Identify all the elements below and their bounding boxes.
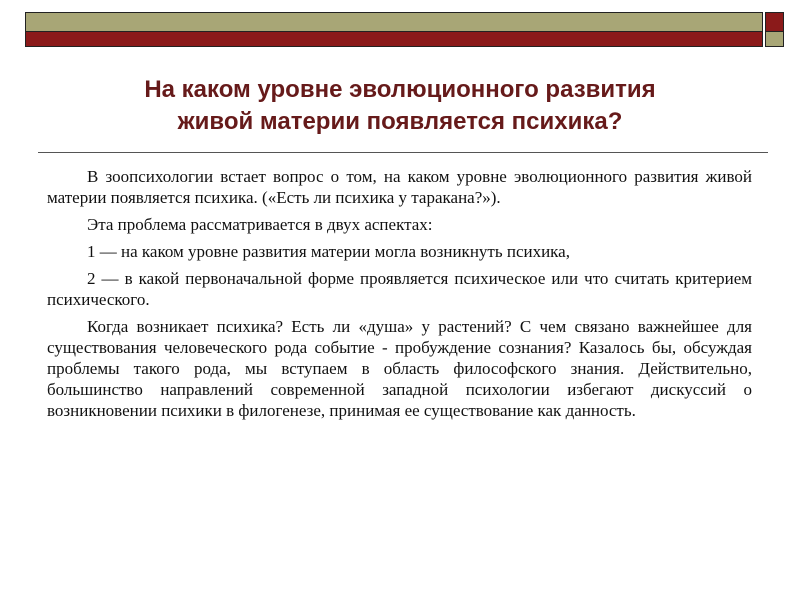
title-line-1: На каком уровне эволюционного развития [144,76,656,103]
paragraph-aspect-1: 1 — на каком уровне развития материи могла возникнуть психика, [87,242,570,261]
header-bar-red [25,32,763,47]
header-bar-olive [25,12,763,32]
title-line-2: живой материи появляется психика? [177,108,623,135]
header-square-olive [765,32,784,47]
slide-body [47,166,752,427]
paragraph-aspect-2: 2 — в какой первоначальной форме проявляется психическое или что считать критерием психического. [47,269,752,309]
paragraph-question: Когда возникает психика? Есть ли «душа» у растений? С чем связано важнейшее для существования человеческого рода событие - пробуждение сознания? Казалось бы, обсуждая проблемы такого рода, мы вступаем в область философского знания. Действительно, большинство направлений современной западной психологии избегают дискуссий о возникновении психики в филогенезе, принимая ее существование как данность. [47,317,752,420]
slide-title [40,74,760,138]
paragraph-intro: В зоопсихологии встает вопрос о том, на каком уровне эволюционного развития живой материи появляется психика. («Есть ли психика у таракана?»). [47,167,752,207]
title-divider [38,152,768,153]
paragraph-aspects: Эта проблема рассматривается в двух аспектах: [87,215,433,234]
header-square-red [765,12,784,32]
